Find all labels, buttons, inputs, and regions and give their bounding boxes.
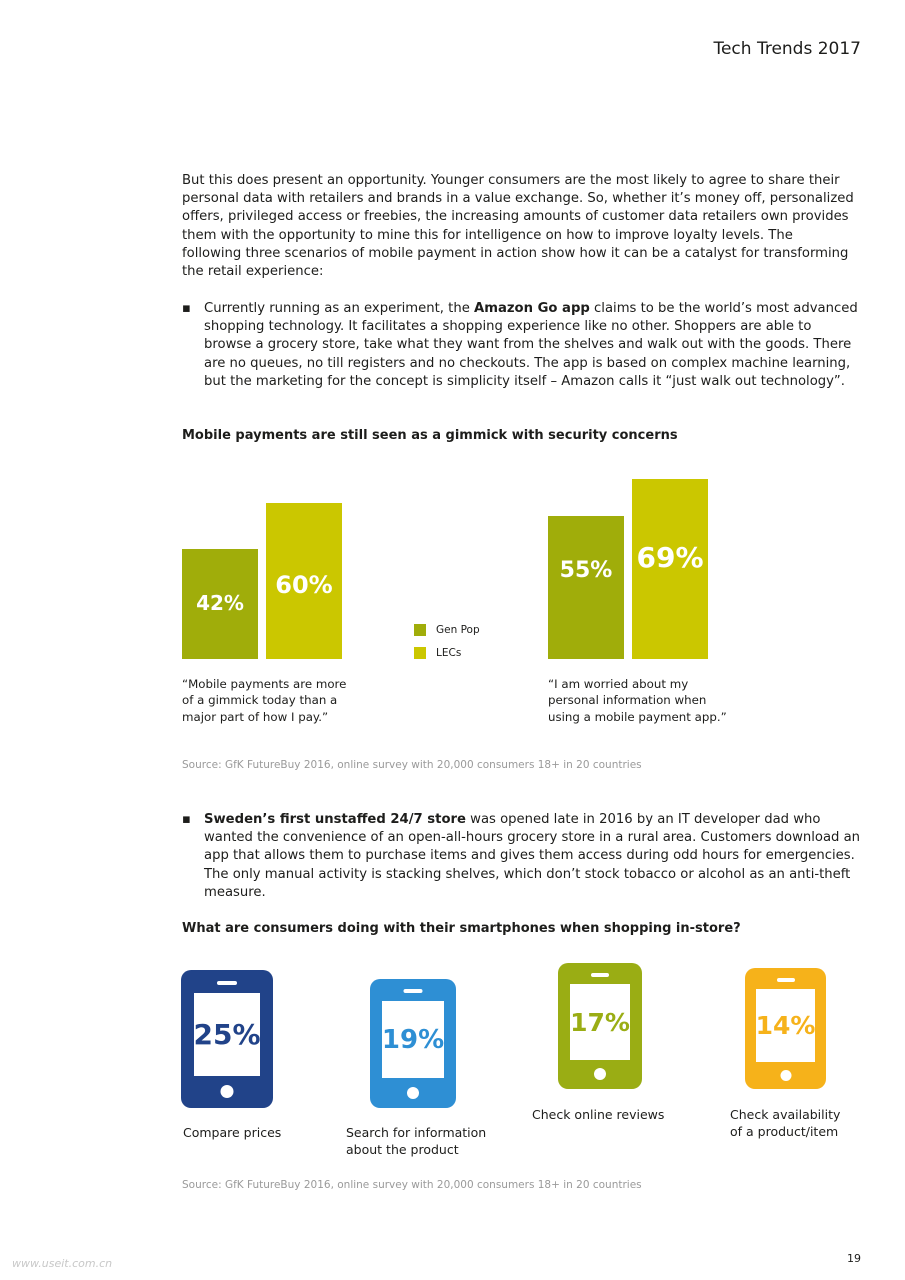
legend-swatch-lecs: [414, 647, 426, 659]
phone-home-button: [594, 1068, 606, 1080]
bar-gen-pop-2: [548, 516, 624, 659]
phone-label-compare-prices: Compare prices: [183, 1125, 282, 1140]
phone-screen-value: 19%: [382, 1001, 444, 1078]
phone-graphic: [370, 979, 456, 1108]
phone-label-availability: Check availability of a product/item: [730, 1107, 841, 1139]
bullet-sweden-store: [182, 811, 862, 902]
legend-gen-pop: Gen Pop: [414, 624, 480, 636]
bold-phrase: Sweden’s first unstaffed 24/7 store: [204, 812, 466, 827]
intro-paragraph: But this does present an opportunity. Younger consumers are the most likely to agree to share their personal data with retailers and brands in a value exchange. So, whether it’s money off, personalized offers, privileged access or freebies, the increasing amounts of customer data retailers own provides them with the opportunity to mine this for intelligence on how to improve loyalty levels. The following three scenarios of mobile payment in action show how it can be a catalyst for transforming the retail experience:: [182, 173, 854, 280]
phone-speaker: [404, 989, 423, 993]
chart2-title: What are consumers doing with their smartphones when shopping in-store?: [182, 921, 741, 936]
bold-phrase: Amazon Go app: [474, 301, 590, 316]
phone-screen-value: 17%: [570, 984, 630, 1060]
header-title: Tech Trends 2017: [713, 39, 861, 59]
bullet-text: Currently running as an experiment, the Amazon Go app claims to be the world’s most advanced shopping technology. It facilitates a shopping experience like no other. Shoppers are able to browse a grocery store, take what they want from the shelves and walk out with the goods. There are no queues, no till registers and no checkouts. The app is based on complex machine learning, but the marketing for the concept is simplicity itself – Amazon calls it “just walk out technology”.: [204, 301, 858, 389]
chart1-source: Source: GfK FutureBuy 2016, online survey with 20,000 consumers 18+ in 20 countries: [182, 759, 642, 771]
phone-home-button: [221, 1085, 234, 1098]
page-number: 19: [847, 1252, 861, 1265]
bar-value-label: 55%: [559, 557, 613, 583]
phone-graphic: [745, 968, 826, 1089]
phone-home-button: [780, 1070, 791, 1081]
watermark: www.useit.com.cn: [12, 1257, 113, 1270]
phone-graphic: [181, 970, 273, 1108]
phone-speaker: [777, 978, 795, 982]
quote-right: “I am worried about my personal information when using a mobile payment app.”: [548, 677, 727, 724]
chart2-source: Source: GfK FutureBuy 2016, online survey with 20,000 consumers 18+ in 20 countries: [182, 1179, 642, 1191]
phone-graphic: [558, 963, 642, 1089]
bar-value-label: 42%: [196, 591, 244, 616]
legend-swatch-gen-pop: [414, 624, 426, 636]
phone-home-button: [407, 1087, 419, 1099]
bar-value-label: 60%: [275, 570, 333, 599]
phone-screen-value: 25%: [194, 993, 260, 1076]
phone-label-search-info: Search for information about the product: [346, 1125, 487, 1157]
phone-speaker: [591, 973, 609, 977]
bullet-marker: ▪: [182, 812, 191, 827]
chart1-title: Mobile payments are still seen as a gimmick with security concerns: [182, 428, 678, 443]
bullet-marker: ▪: [182, 301, 191, 316]
bullet-text: Sweden’s first unstaffed 24/7 store was opened late in 2016 by an IT developer dad who wanted the convenience of an open-all-hours grocery store in a rural area. Customers download an app that allows them to purchase items and gives them access during odd hours for emergencies. The only manual activity is stacking shelves, which don’t stock tobacco or alcohol as an anti-theft measure.: [204, 812, 861, 900]
quote-left: “Mobile payments are more of a gimmick today than a major part of how I pay.”: [182, 677, 347, 724]
phone-label-online-reviews: Check online reviews: [532, 1107, 665, 1122]
legend-lecs: LECs: [414, 647, 461, 659]
phone-screen-value: 14%: [756, 989, 815, 1062]
bar-value-label: 69%: [636, 541, 704, 575]
phone-speaker: [217, 981, 237, 985]
bullet-amazon-go: [182, 300, 862, 391]
